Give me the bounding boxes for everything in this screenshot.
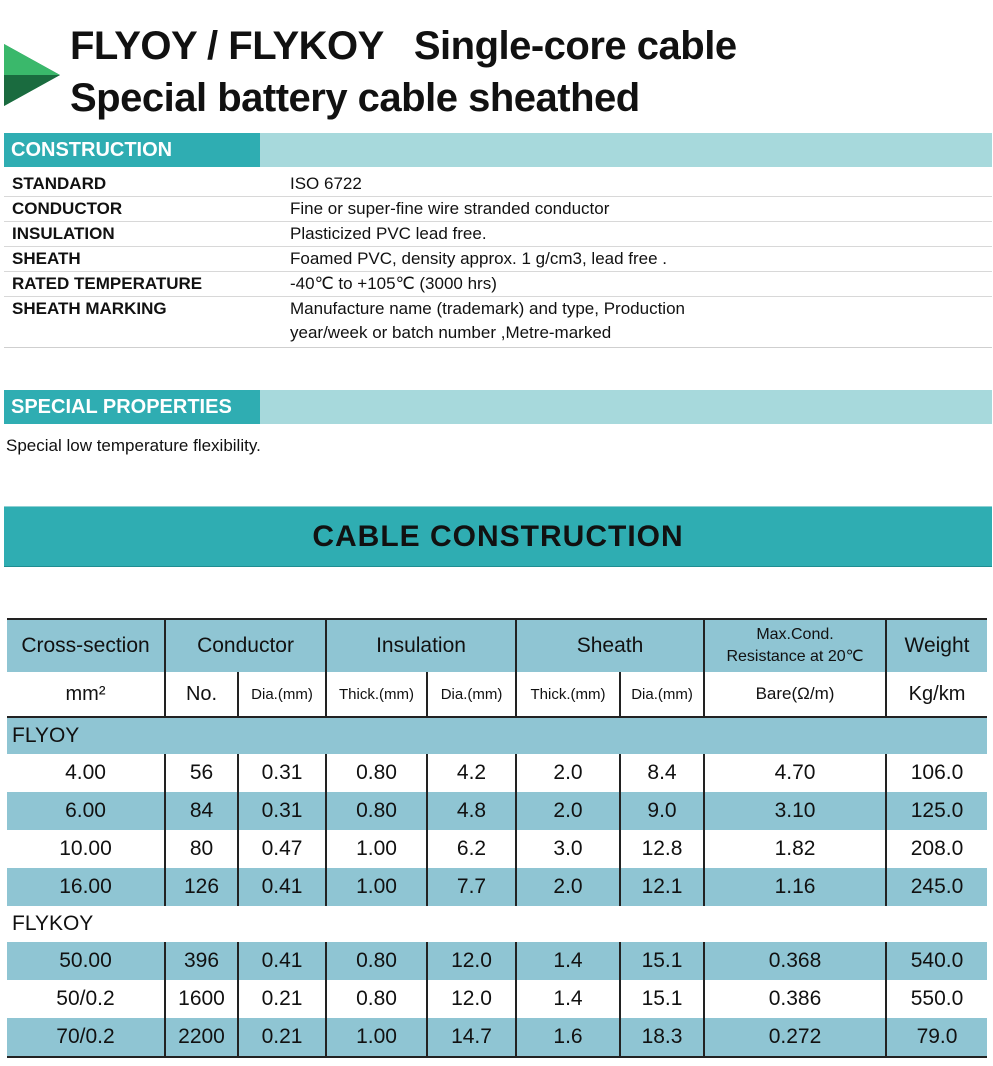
title-main: FLYOY / FLYKOY bbox=[70, 24, 384, 68]
cell-conductor-no: 56 bbox=[165, 754, 238, 792]
cell-weight: 125.0 bbox=[886, 792, 987, 830]
cell-resistance: 0.272 bbox=[704, 1018, 886, 1057]
unit-sheath-dia: Dia.(mm) bbox=[620, 672, 704, 717]
title-sub: Single-core cable bbox=[413, 24, 737, 68]
construction-value: -40℃ to +105℃ (3000 hrs) bbox=[286, 272, 992, 297]
cell-insulation-dia: 4.2 bbox=[427, 754, 516, 792]
cable-construction-banner: CABLE CONSTRUCTION bbox=[4, 506, 992, 567]
cell-sheath-thick: 1.6 bbox=[516, 1018, 620, 1057]
construction-value-line: year/week or batch number ,Metre-marked bbox=[290, 323, 612, 342]
cell-sheath-thick: 3.0 bbox=[516, 830, 620, 868]
table-row bbox=[7, 942, 987, 980]
construction-value-line: Manufacture name (trademark) and type, Production bbox=[290, 299, 685, 318]
cell-sheath-thick: 2.0 bbox=[516, 868, 620, 906]
unit-insulation-thick: Thick.(mm) bbox=[326, 672, 427, 717]
group-label: FLYKOY bbox=[7, 906, 987, 942]
unit-mm2: mm² bbox=[7, 672, 165, 717]
construction-key: INSULATION bbox=[4, 222, 286, 247]
group-row bbox=[7, 717, 987, 754]
table-row bbox=[7, 1018, 987, 1057]
cell-insulation-dia: 7.7 bbox=[427, 868, 516, 906]
header-insulation: Insulation bbox=[326, 619, 516, 672]
header-cross-section: Cross-section bbox=[7, 619, 165, 672]
construction-row bbox=[4, 297, 992, 348]
cell-cross-section: 6.00 bbox=[7, 792, 165, 830]
cell-conductor-no: 126 bbox=[165, 868, 238, 906]
cell-insulation-thick: 0.80 bbox=[326, 792, 427, 830]
cell-sheath-dia: 9.0 bbox=[620, 792, 704, 830]
cell-weight: 208.0 bbox=[886, 830, 987, 868]
construction-row bbox=[4, 197, 992, 222]
cell-insulation-thick: 0.80 bbox=[326, 980, 427, 1018]
cell-conductor-no: 84 bbox=[165, 792, 238, 830]
triangle-logo-icon bbox=[4, 44, 60, 106]
unit-bare: Bare(Ω/m) bbox=[704, 672, 886, 717]
special-properties-section-bar bbox=[4, 390, 992, 424]
cell-conductor-no: 80 bbox=[165, 830, 238, 868]
construction-heading: CONSTRUCTION bbox=[4, 133, 260, 167]
cell-sheath-thick: 2.0 bbox=[516, 792, 620, 830]
construction-value bbox=[286, 297, 992, 348]
table-row bbox=[7, 754, 987, 792]
cell-insulation-dia: 12.0 bbox=[427, 980, 516, 1018]
construction-value: Plasticized PVC lead free. bbox=[286, 222, 992, 247]
cell-weight: 106.0 bbox=[886, 754, 987, 792]
table-units-row bbox=[7, 672, 987, 717]
cell-conductor-dia: 0.21 bbox=[238, 1018, 326, 1057]
cable-data-table bbox=[7, 618, 987, 1058]
special-properties-heading: SPECIAL PROPERTIES bbox=[4, 390, 260, 424]
cell-cross-section: 50/0.2 bbox=[7, 980, 165, 1018]
construction-row bbox=[4, 222, 992, 247]
cell-resistance: 4.70 bbox=[704, 754, 886, 792]
construction-row bbox=[4, 272, 992, 297]
construction-row bbox=[4, 172, 992, 197]
cell-insulation-thick: 0.80 bbox=[326, 942, 427, 980]
page-subtitle: Special battery cable sheathed bbox=[70, 76, 640, 120]
cell-resistance: 0.386 bbox=[704, 980, 886, 1018]
cell-cross-section: 70/0.2 bbox=[7, 1018, 165, 1057]
cell-sheath-thick: 1.4 bbox=[516, 942, 620, 980]
unit-kgkm: Kg/km bbox=[886, 672, 987, 717]
cell-conductor-dia: 0.21 bbox=[238, 980, 326, 1018]
cell-weight: 550.0 bbox=[886, 980, 987, 1018]
cell-resistance: 1.82 bbox=[704, 830, 886, 868]
cell-insulation-dia: 12.0 bbox=[427, 942, 516, 980]
cell-cross-section: 4.00 bbox=[7, 754, 165, 792]
cell-sheath-dia: 8.4 bbox=[620, 754, 704, 792]
unit-sheath-thick: Thick.(mm) bbox=[516, 672, 620, 717]
cell-conductor-dia: 0.47 bbox=[238, 830, 326, 868]
construction-value: Foamed PVC, density approx. 1 g/cm3, lead free . bbox=[286, 247, 992, 272]
cell-conductor-no: 1600 bbox=[165, 980, 238, 1018]
construction-table bbox=[4, 172, 992, 348]
group-row bbox=[7, 906, 987, 942]
cell-weight: 79.0 bbox=[886, 1018, 987, 1057]
table-header-row bbox=[7, 619, 987, 672]
construction-value: Fine or super-fine wire stranded conductor bbox=[286, 197, 992, 222]
cell-resistance: 0.368 bbox=[704, 942, 886, 980]
construction-section-bar bbox=[4, 133, 992, 167]
cell-sheath-dia: 12.1 bbox=[620, 868, 704, 906]
cell-sheath-thick: 1.4 bbox=[516, 980, 620, 1018]
cell-conductor-no: 2200 bbox=[165, 1018, 238, 1057]
construction-value: ISO 6722 bbox=[286, 172, 992, 197]
header-conductor: Conductor bbox=[165, 619, 326, 672]
cell-cross-section: 10.00 bbox=[7, 830, 165, 868]
cell-insulation-thick: 1.00 bbox=[326, 868, 427, 906]
table-row bbox=[7, 792, 987, 830]
cell-insulation-dia: 6.2 bbox=[427, 830, 516, 868]
special-properties-text: Special low temperature flexibility. bbox=[6, 436, 261, 455]
header-max-resistance bbox=[704, 619, 886, 672]
cell-insulation-dia: 4.8 bbox=[427, 792, 516, 830]
cell-sheath-dia: 15.1 bbox=[620, 980, 704, 1018]
cell-sheath-dia: 12.8 bbox=[620, 830, 704, 868]
construction-key: CONDUCTOR bbox=[4, 197, 286, 222]
cell-resistance: 1.16 bbox=[704, 868, 886, 906]
cell-cross-section: 16.00 bbox=[7, 868, 165, 906]
cell-sheath-dia: 18.3 bbox=[620, 1018, 704, 1057]
cell-conductor-dia: 0.41 bbox=[238, 868, 326, 906]
cell-sheath-thick: 2.0 bbox=[516, 754, 620, 792]
table-row bbox=[7, 868, 987, 906]
header-max-line2: Resistance at 20℃ bbox=[726, 648, 864, 665]
table-row bbox=[7, 830, 987, 868]
unit-insulation-dia: Dia.(mm) bbox=[427, 672, 516, 717]
table-row bbox=[7, 980, 987, 1018]
construction-key: SHEATH bbox=[4, 247, 286, 272]
cell-conductor-dia: 0.31 bbox=[238, 792, 326, 830]
unit-no: No. bbox=[165, 672, 238, 717]
cell-insulation-thick: 1.00 bbox=[326, 830, 427, 868]
cell-cross-section: 50.00 bbox=[7, 942, 165, 980]
page-title bbox=[70, 24, 737, 69]
cell-conductor-no: 396 bbox=[165, 942, 238, 980]
cell-conductor-dia: 0.41 bbox=[238, 942, 326, 980]
construction-row bbox=[4, 247, 992, 272]
header-sheath: Sheath bbox=[516, 619, 704, 672]
construction-key: SHEATH MARKING bbox=[4, 297, 286, 348]
header-weight: Weight bbox=[886, 619, 987, 672]
cell-weight: 245.0 bbox=[886, 868, 987, 906]
header-max-line1: Max.Cond. bbox=[756, 626, 834, 643]
cell-insulation-thick: 0.80 bbox=[326, 754, 427, 792]
cell-sheath-dia: 15.1 bbox=[620, 942, 704, 980]
construction-key: RATED TEMPERATURE bbox=[4, 272, 286, 297]
group-label: FLYOY bbox=[7, 717, 987, 754]
cell-resistance: 3.10 bbox=[704, 792, 886, 830]
unit-conductor-dia: Dia.(mm) bbox=[238, 672, 326, 717]
cell-insulation-thick: 1.00 bbox=[326, 1018, 427, 1057]
construction-key: STANDARD bbox=[4, 172, 286, 197]
cell-insulation-dia: 14.7 bbox=[427, 1018, 516, 1057]
cell-weight: 540.0 bbox=[886, 942, 987, 980]
cell-conductor-dia: 0.31 bbox=[238, 754, 326, 792]
